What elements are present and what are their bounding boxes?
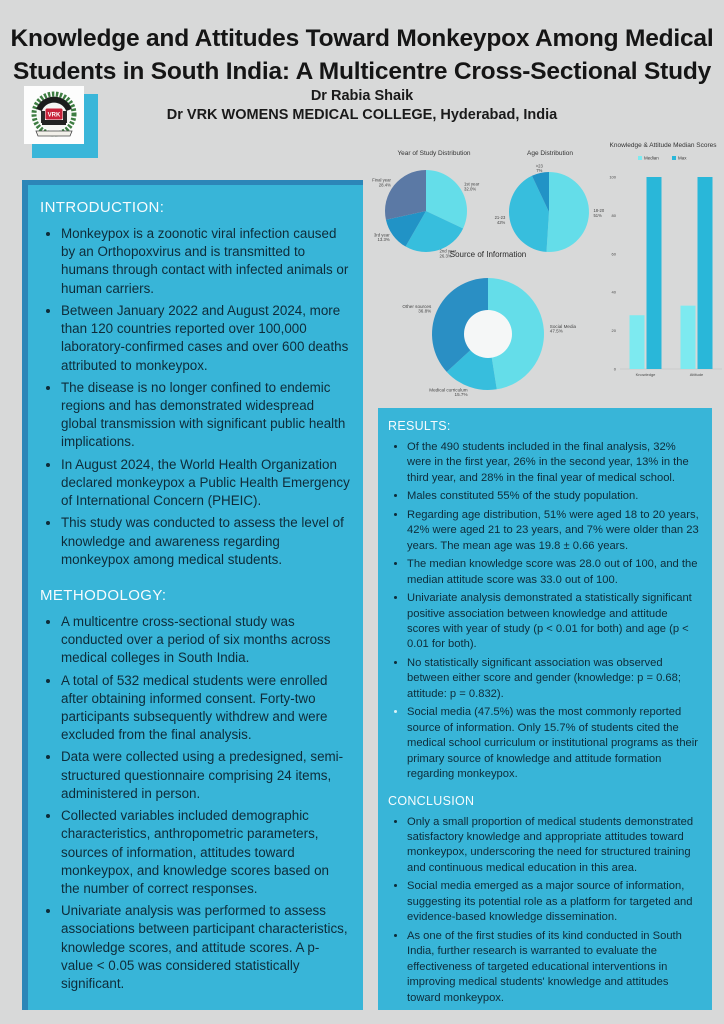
bullet-item: • This study was conducted to assess the level of knowledge and awareness regarding monkeypox among medical students.	[61, 514, 351, 569]
svg-text:2nd year: 2nd year	[439, 248, 457, 254]
bar-chart-scores	[602, 151, 724, 391]
bullet-item: • Males constituted 55% of the study population.	[407, 489, 700, 504]
chart-source-of-information	[382, 250, 594, 403]
svg-text:Other sources: Other sources	[402, 303, 432, 309]
chart-year-of-study	[368, 150, 500, 259]
section-heading-results: RESULTS:	[388, 419, 451, 433]
chart-title: Age Distribution	[527, 150, 573, 157]
bullet-item: • Social media (47.5%) was the most commonly reported source of information. Only 15.7% of students cited the medical school curriculum or institutional programs as their primary source of knowledge and attitude formation regarding monkeypox.	[407, 705, 700, 782]
svg-text:VRK: VRK	[47, 112, 61, 119]
section-heading-methodology: METHODOLOGY:	[40, 586, 167, 604]
poster-title-line1: Knowledge and Attitudes Toward Monkeypox Among Medical	[10, 25, 714, 52]
affiliation: Dr VRK WOMENS MEDICAL COLLEGE, Hyderabad, India	[166, 107, 558, 123]
svg-text:80: 80	[611, 213, 616, 219]
poster-title	[0, 22, 724, 88]
svg-text:Social Media: Social Media	[549, 323, 577, 329]
chart-age-distribution	[492, 150, 608, 259]
right-panel	[378, 408, 712, 1010]
chart-title: Year of Study Distribution	[397, 150, 471, 157]
svg-text:13.3%: 13.3%	[377, 237, 390, 243]
svg-text:42%: 42%	[496, 220, 506, 226]
svg-text:3rd year: 3rd year	[373, 232, 390, 238]
donut-chart-source	[382, 261, 594, 403]
conclusion-list	[388, 815, 700, 1006]
bullet-item: • No statistically significant association was observed between either score and gender (knowledge: p = 0.68; attitude: p = 0.832).	[407, 656, 700, 702]
svg-text:100: 100	[609, 174, 616, 180]
svg-text:Medical curriculum: Medical curriculum	[429, 387, 468, 393]
left-panel	[22, 180, 363, 1010]
bullet-item: • Only a small proportion of medical students demonstrated satisfactory knowledge and appropriate attitudes toward monkeypox, underscoring the need for structured training and continuous medical education in this area.	[407, 815, 700, 877]
college-logo	[24, 86, 84, 144]
svg-text:Attitude: Attitude	[689, 372, 704, 378]
svg-text:Final year: Final year	[372, 177, 391, 183]
section-heading-conclusion: CONCLUSION	[388, 793, 475, 808]
svg-text:47.5%: 47.5%	[549, 328, 563, 334]
svg-text:18-20: 18-20	[593, 208, 605, 214]
bullet-item: • Univariate analysis demonstrated a statistically significant positive association between knowledge and attitude scores with year of study (p < 0.01 for both) and age (p < 0.01 for both).	[407, 591, 700, 653]
svg-text:51%: 51%	[593, 213, 602, 219]
svg-text:7%: 7%	[536, 168, 543, 174]
methodology-list	[38, 613, 351, 993]
chart-title: Knowledge & Attitude Median Scores	[609, 142, 717, 149]
introduction-list	[38, 225, 351, 569]
svg-text:28.4%: 28.4%	[378, 182, 391, 188]
svg-text:1st year: 1st year	[463, 181, 480, 187]
bullet-item: • The median knowledge score was 28.0 out of 100, and the median attitude score was 33.0 out of 100.	[407, 557, 700, 588]
svg-text:21-23: 21-23	[494, 215, 506, 221]
chart-title: Source of Information	[449, 250, 527, 259]
section-heading-introduction: INTRODUCTION:	[40, 199, 165, 216]
svg-text:0: 0	[613, 366, 616, 372]
results-list	[388, 440, 700, 783]
bullet-item: • Univariate analysis was performed to assess associations between participant characteristics, knowledge scores, and attitude scores. A p-value < 0.05 was considered statistically significant.	[61, 902, 351, 993]
bullet-item: • In August 2024, the World Health Organization declared monkeypox a Public Health Emergency of International Concern (PHEIC).	[61, 456, 351, 511]
bullet-item: • A total of 532 medical students were enrolled after obtaining informed consent. Forty-two participants subsequently withdrew and were excluded from the final analysis.	[61, 672, 351, 745]
svg-text:Knowledge: Knowledge	[635, 372, 656, 378]
svg-text:>23: >23	[535, 163, 543, 169]
svg-text:36.8%: 36.8%	[418, 308, 432, 314]
bullet-item: • Social media emerged as a major source of information, suggesting its potential role as a platform for targeted and evidence-based knowledge dissemination.	[407, 879, 700, 925]
svg-text:20: 20	[611, 328, 616, 334]
chart-median-scores	[602, 142, 724, 391]
bullet-item: • Monkeypox is a zoonotic viral infection caused by an Orthopoxvirus and is transmitted to humans through contact with infected animals or human carriers.	[61, 225, 351, 298]
author-name: Dr Rabia Shaik	[310, 88, 414, 104]
bullet-item: • A multicentre cross-sectional study was conducted over a period of six months across medical colleges in South India.	[61, 613, 351, 668]
pie-chart-age	[492, 159, 608, 259]
svg-text:26.3%: 26.3%	[439, 253, 452, 259]
bullet-item: • Data were collected using a predesigned, semi-structured questionnaire comprising 24 items, administered in person.	[61, 748, 351, 803]
pie-chart-year	[368, 159, 500, 259]
charts-area	[368, 142, 724, 406]
bullet-item: • Between January 2022 and August 2024, more than 120 countries reported over 100,000 laboratory-confirmed cases and over 600 deaths attributed to monkeypox.	[61, 302, 351, 375]
svg-text:Median: Median	[644, 155, 659, 161]
college-emblem-icon	[28, 89, 80, 141]
svg-text:Max: Max	[678, 155, 687, 161]
bullet-item: • As one of the first studies of its kind conducted in South India, further research is warranted to evaluate the effectiveness of targeted educational interventions in improving medical students' knowledge and attitudes toward monkeypox.	[407, 929, 700, 1006]
bullet-item: • Regarding age distribution, 51% were aged 18 to 20 years, 42% were aged 21 to 23 years, and 7% were older than 23 years. The mean age was 19.8 ± 0.66 years.	[407, 508, 700, 554]
svg-text:15.7%: 15.7%	[454, 392, 468, 398]
bullet-item: • Of the 490 students included in the final analysis, 32% were in the first year, 26% in the second year, 13% in the third year, and 28% in the final year of medical school.	[407, 440, 700, 486]
svg-text:40: 40	[611, 289, 616, 295]
bullet-item: • The disease is no longer confined to endemic regions and has demonstrated widespread global transmission with significant public health implications.	[61, 379, 351, 452]
poster-title-line2: Students in South India: A Multicentre Cross-Sectional Study	[12, 58, 712, 86]
svg-text:60: 60	[611, 251, 616, 257]
bullet-item: • Collected variables included demographic characteristics, anthropometric parameters, sources of information, attitudes toward monkeypox, and knowledge scores based on the number of correct responses.	[61, 807, 351, 898]
svg-text:32.0%: 32.0%	[463, 186, 477, 192]
